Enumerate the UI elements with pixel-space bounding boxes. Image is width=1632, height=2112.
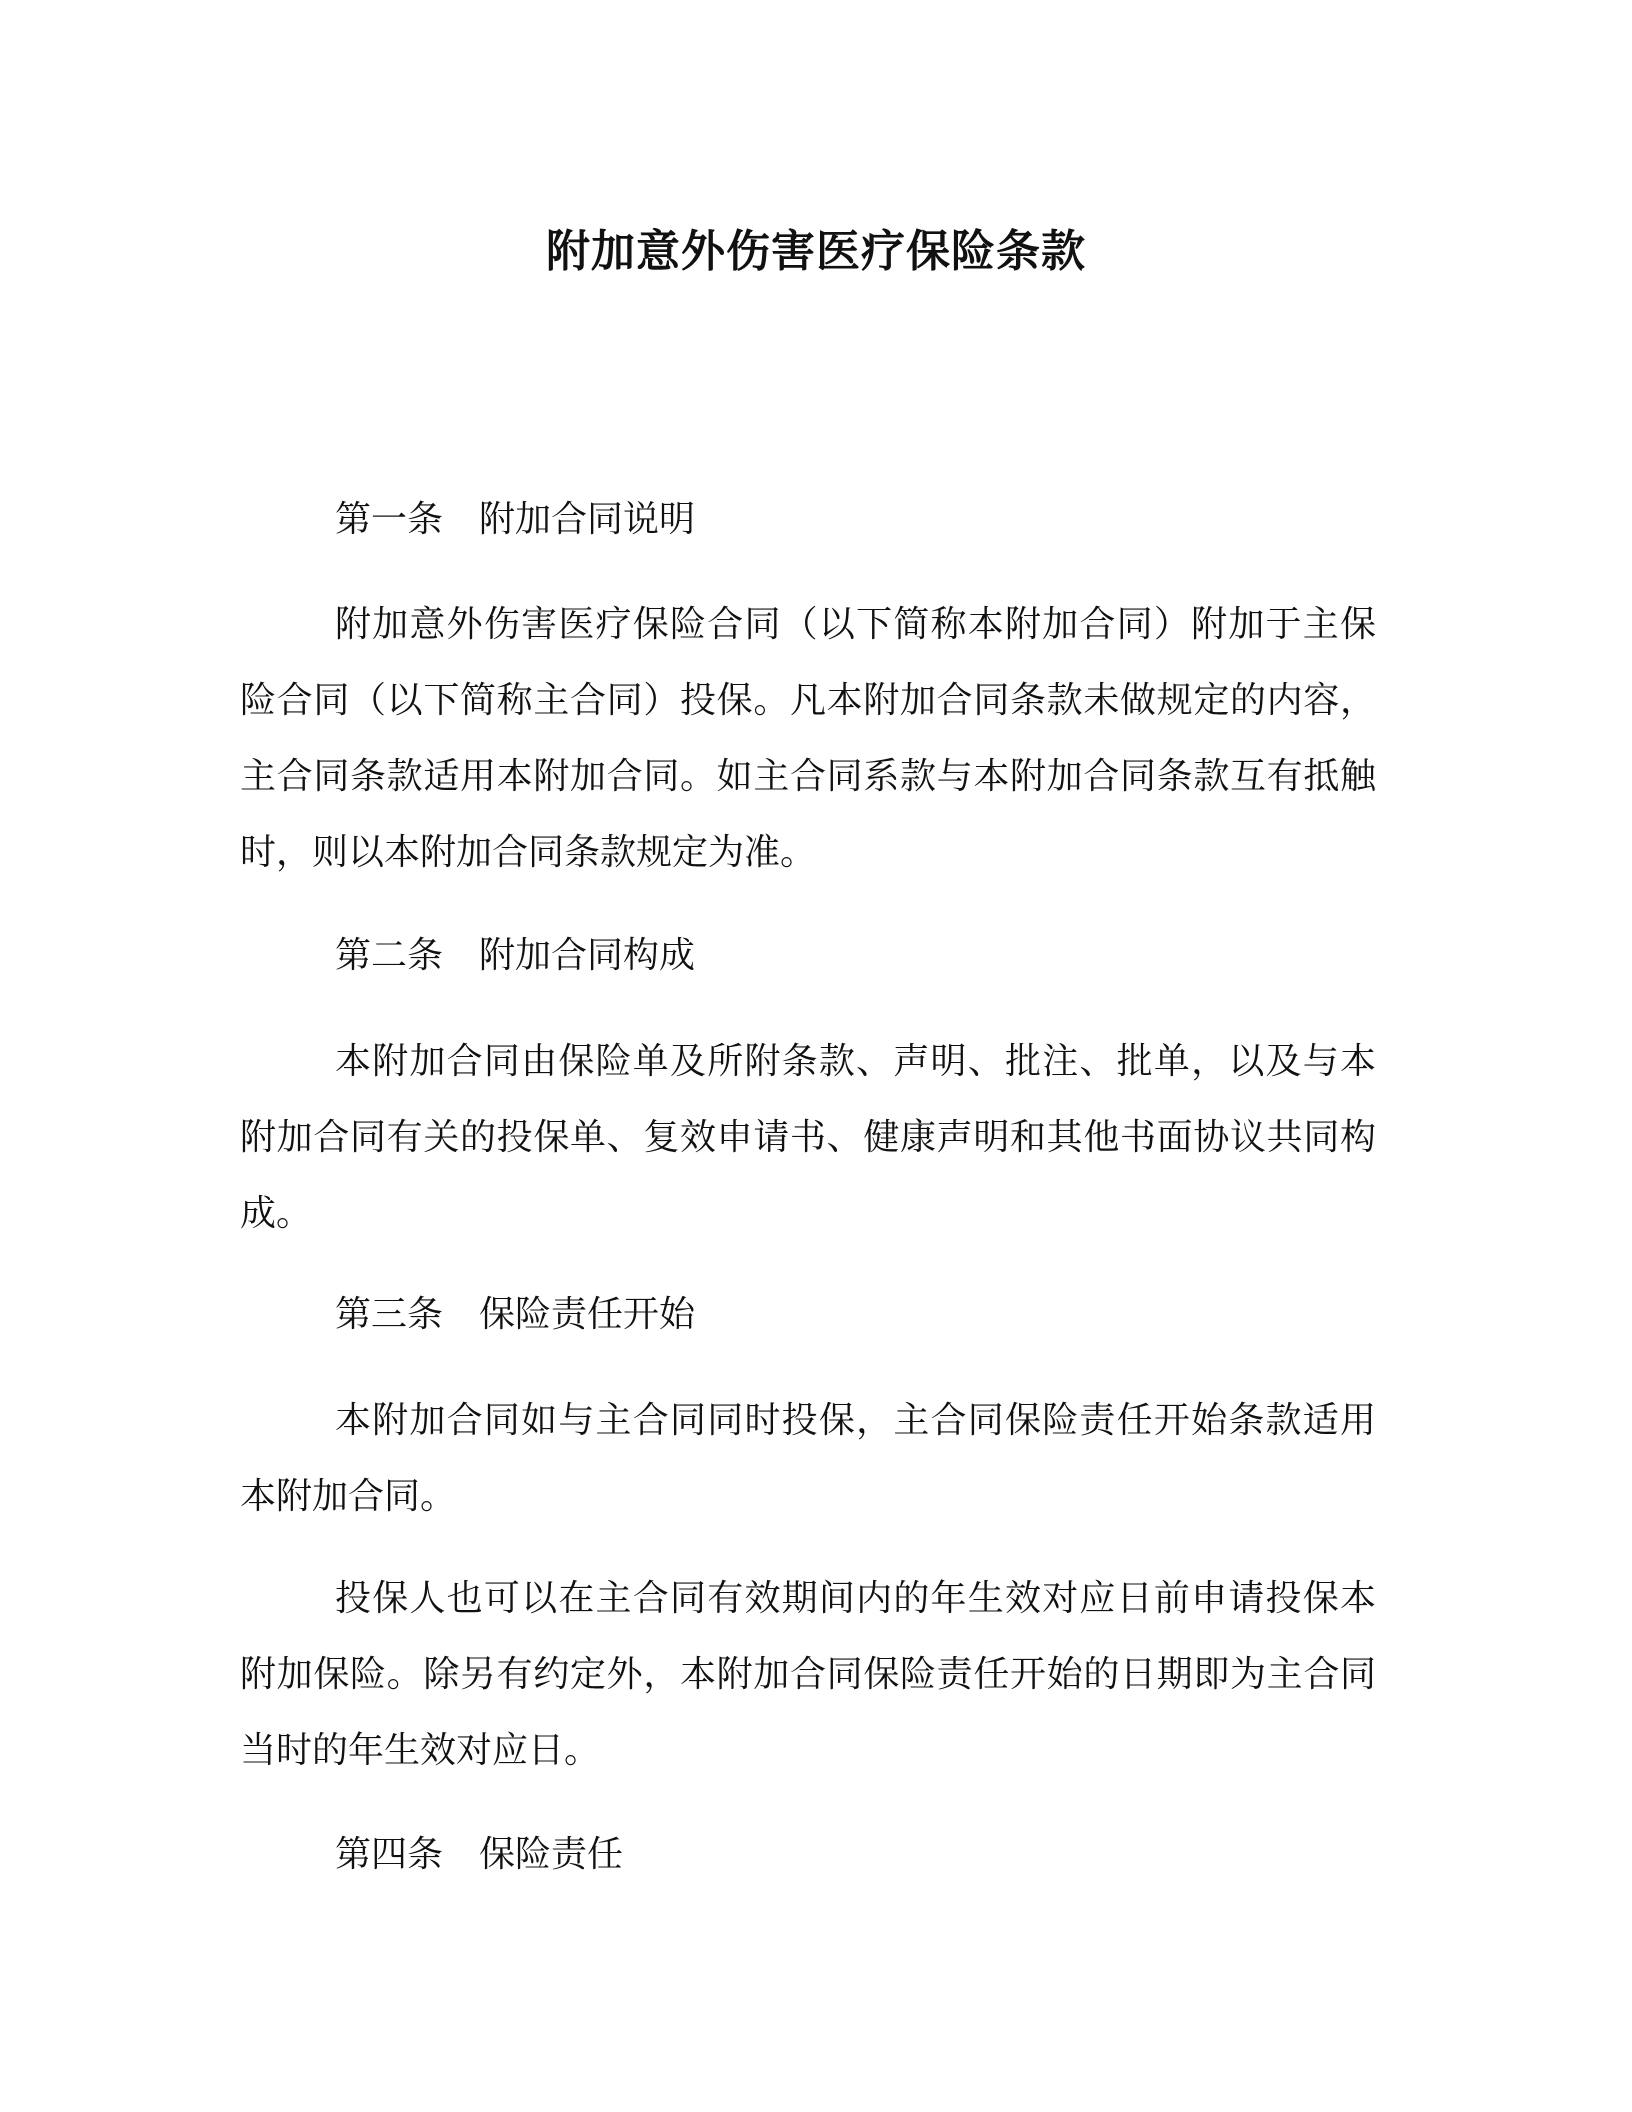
article-2-number: 第二条 [335,935,444,976]
article-1-paragraph-1: 附加意外伤害医疗保险合同（以下简称本附加合同）附加于主保险合同（以下简称主合同）投保。凡本附加合同条款未做规定的内容，主合同条款适用本附加合同。如主合同系款与本附加合同条款互有抵触时，则以本附加合同条款规定为准。 [240,604,1376,873]
article-4-number: 第四条 [335,1834,444,1875]
article-4-title: 保险责任 [479,1834,624,1875]
article-2-heading [335,918,1335,994]
article-1-heading [335,482,1335,558]
article-1-number: 第一条 [335,499,444,540]
article-3-title: 保险责任开始 [479,1294,696,1335]
article-2-title: 附加合同构成 [479,935,696,976]
article-2-paragraph-1: 本附加合同由保险单及所附条款、声明、批注、批单，以及与本附加合同有关的投保单、复效申请书、健康声明和其他书面协议共同构成。 [240,1041,1376,1234]
document-title: 附加意外伤害医疗保险条款 [546,226,1086,277]
article-1-title: 附加合同说明 [479,499,696,540]
article-3-paragraph-1: 本附加合同如与主合同同时投保，主合同保险责任开始条款适用本附加合同。 [240,1400,1376,1517]
article-4-heading [335,1817,1335,1893]
article-3-heading [335,1277,1335,1353]
article-3-paragraph-2: 投保人也可以在主合同有效期间内的年生效对应日前申请投保本附加保险。除另有约定外，本附加合同保险责任开始的日期即为主合同当时的年生效对应日。 [240,1578,1376,1771]
article-3-number: 第三条 [335,1294,444,1335]
